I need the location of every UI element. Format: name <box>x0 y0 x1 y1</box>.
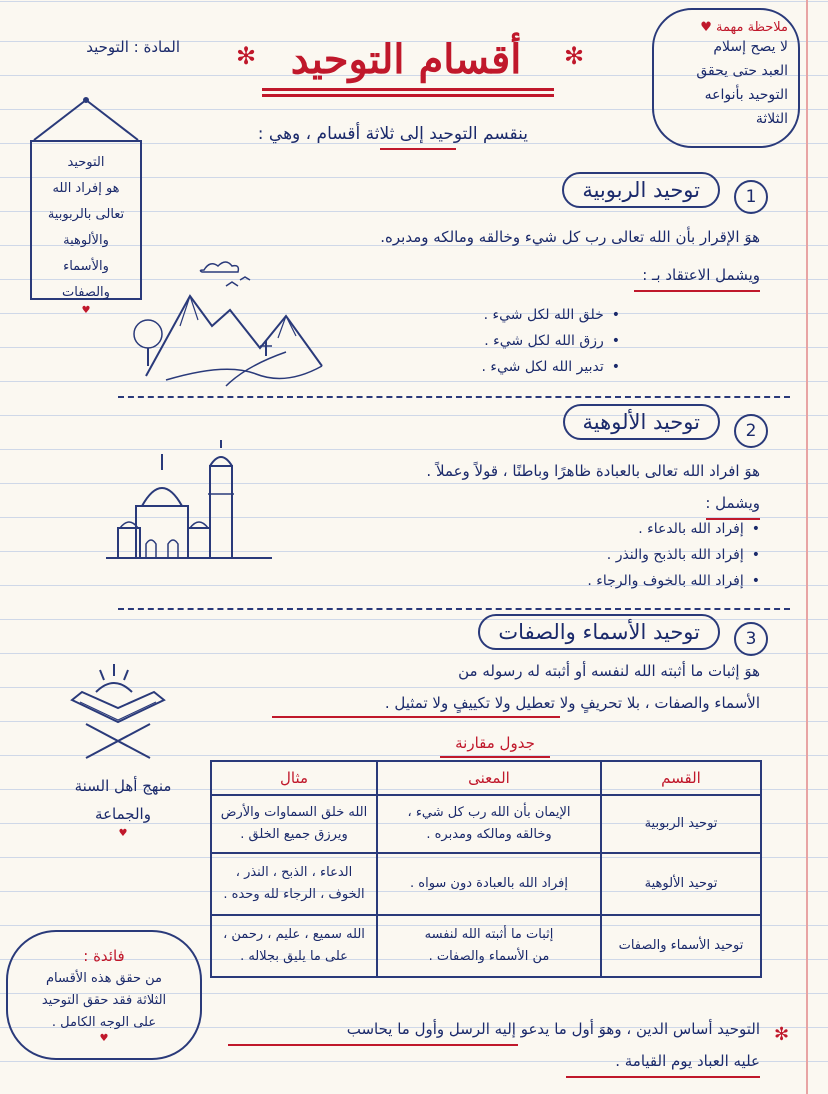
subject-label: المادة : التوحيد <box>86 38 180 56</box>
frame-line: التوحيد <box>67 155 105 170</box>
star-icon: ✻ <box>564 42 585 70</box>
title-underline <box>262 88 554 91</box>
note-line: لا يصح إسلام <box>713 39 788 55</box>
caption-line: منهج أهل السنة <box>74 777 172 795</box>
heart-icon: ♥ <box>99 1033 109 1044</box>
benefit-line: على الوجه الكامل . <box>51 1015 157 1030</box>
section-definition: هوَ إثبات ما أثبته الله لنفسه أو أثبته له رسوله من <box>458 662 760 680</box>
list-item: • رزق الله لكل شيء . <box>482 328 621 354</box>
star-icon: ✻ <box>236 42 257 70</box>
frame-line: هو إفراد الله <box>52 181 120 196</box>
list-item: • خلق الله لكل شيء . <box>482 302 621 328</box>
heart-icon: ♥ <box>81 305 91 316</box>
mountain-landscape-icon <box>126 256 326 392</box>
caption-line: والجماعة <box>95 805 151 823</box>
column-header: المعنى <box>377 761 601 795</box>
page-title: أقسام التوحيد <box>290 36 522 83</box>
table-cell: إثبات ما أثبته الله لنفسه من الأسماء والصفات . <box>377 915 601 977</box>
section-divider <box>118 396 790 398</box>
margin-line <box>806 0 808 1094</box>
note-line: العبد حتى يحقق <box>696 63 788 79</box>
column-header: القسم <box>601 761 761 795</box>
column-header: مثال <box>211 761 377 795</box>
section-definition: هوَ الإقرار بأن الله تعالى رب كل شيء وخالقه ومالكه ومدبره. <box>380 228 760 246</box>
section-divider <box>118 608 790 610</box>
list-item: • إفراد الله بالدعاء . <box>587 516 760 542</box>
section-heading-asma-sifat: توحيد الأسماء والصفات <box>478 614 720 650</box>
section-number: 3 <box>734 622 768 656</box>
comparison-table <box>210 760 762 978</box>
benefit-box <box>6 930 202 1060</box>
section-definition: الأسماء والصفات ، بلا تحريفٍ ولا تعطيل ولا تكييفٍ ولا تمثيل . <box>384 694 760 712</box>
frame-hanger-icon <box>30 96 142 142</box>
table-cell: الله خلق السماوات والأرض ويرزق جميع الخلق . <box>211 795 377 853</box>
quran-book-icon <box>66 654 176 762</box>
includes-list <box>482 302 621 380</box>
footer-text: عليه العباد يوم القيامة . <box>615 1052 760 1070</box>
table-cell: الله سميع ، عليم ، رحمن ، على ما يليق بجلاله . <box>211 915 377 977</box>
includes-list <box>587 516 760 594</box>
table-row <box>211 915 761 977</box>
section-definition: هوَ افراد الله تعالى بالعبادة ظاهرًا وباطنًا ، قولاً وعملاً . <box>426 462 760 480</box>
footer-underline <box>566 1076 760 1078</box>
frame-line: تعالى بالربوبية <box>47 207 125 222</box>
star-icon: ✻ <box>774 1024 790 1045</box>
side-caption <box>58 772 188 840</box>
section-heading-rububiyyah: توحيد الربوبية <box>562 172 720 208</box>
benefit-title: فائدة : <box>83 947 125 965</box>
footer-underline <box>228 1044 518 1046</box>
table-header-row <box>211 761 761 795</box>
table-cell: إفراد الله بالعبادة دون سواه . <box>377 853 601 915</box>
includes-underline <box>634 290 760 292</box>
section-number: 2 <box>734 414 768 448</box>
table-cell: الدعاء ، الذبح ، النذر ، الخوف ، الرجاء لله وحده . <box>211 853 377 915</box>
list-item: • تدبير الله لكل شيء . <box>482 354 621 380</box>
table-cell: توحيد الربوبية <box>601 795 761 853</box>
includes-label: ويشمل الاعتقاد بـ : <box>642 266 760 284</box>
table-title-underline <box>440 756 550 758</box>
frame-line: والأسماء والصفات <box>62 259 110 300</box>
heart-icon: ♥ <box>700 20 712 35</box>
mosque-icon <box>106 436 272 568</box>
frame-line: والألوهية <box>63 233 109 248</box>
table-cell: توحيد الألوهية <box>601 853 761 915</box>
footer-text: التوحيد أساس الدين ، وهوَ أول ما يدعو إليه الرسل وأول ما يحاسب <box>346 1020 760 1038</box>
note-line: الثلاثة <box>755 111 788 127</box>
table-cell: توحيد الأسماء والصفات <box>601 915 761 977</box>
table-row <box>211 795 761 853</box>
table-cell: الإيمان بأن الله رب كل شيء ، وخالقه ومالكه ومدبره . <box>377 795 601 853</box>
intro-underline <box>380 148 456 150</box>
note-line: التوحيد بأنواعه <box>704 87 788 103</box>
list-item: • إفراد الله بالذبح والنذر . <box>587 542 760 568</box>
note-title: ملاحظة مهمة ♥ <box>700 20 788 35</box>
table-title: جدول مقارنة <box>455 734 535 752</box>
list-item: • إفراد الله بالخوف والرجاء . <box>587 568 760 594</box>
title-underline <box>262 94 554 97</box>
table-row <box>211 853 761 915</box>
benefit-line: الثلاثة فقد حقق التوحيد <box>41 993 167 1008</box>
definition-underline <box>272 716 560 718</box>
heart-icon: ♥ <box>118 828 128 839</box>
important-note <box>652 8 800 148</box>
benefit-line: من حقق هذه الأقسام <box>45 971 163 986</box>
intro-text: ينقسم التوحيد إلى ثلاثة أقسام ، وهي : <box>257 124 528 144</box>
section-heading-uluhiyyah: توحيد الألوهية <box>563 404 720 440</box>
includes-label: ويشمل : <box>705 494 760 512</box>
section-number: 1 <box>734 180 768 214</box>
